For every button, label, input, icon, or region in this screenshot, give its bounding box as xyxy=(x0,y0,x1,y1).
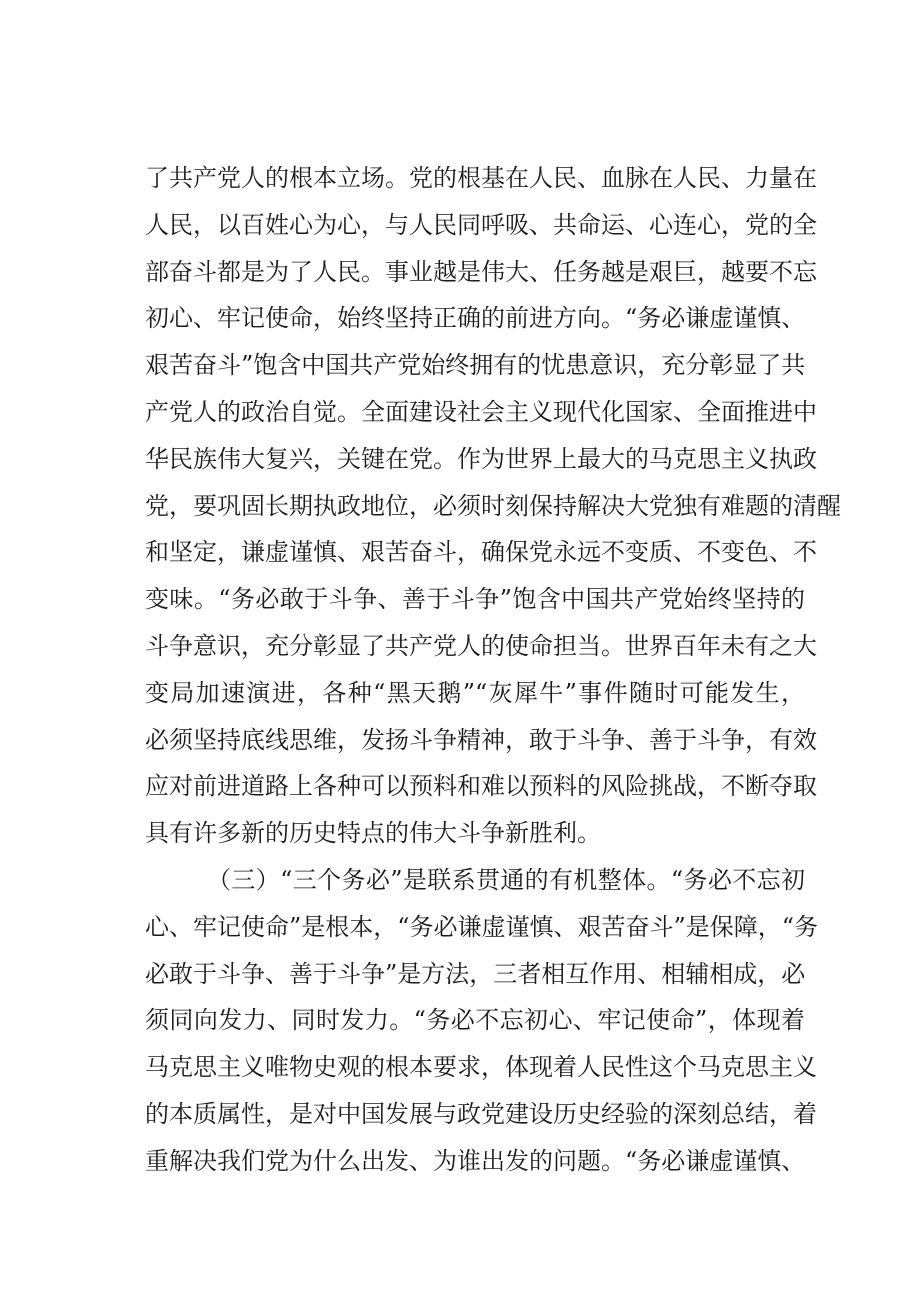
text-line: 变局加速演进，各种“黑天鹅”“灰犀牛”事件随时可能发生， xyxy=(145,678,805,707)
section-heading-line: （三）“三个务必”是联系贯通的有机整体。“务必不忘初 xyxy=(207,865,805,894)
text-line: 和坚定，谦虚谨慎、艰苦奋斗，确保党永远不变质、不变色、不 xyxy=(145,538,817,567)
text-line: 重解决我们党为什么出发、为谁出发的问题。“务必谦虚谨慎、 xyxy=(145,1146,806,1175)
text-line: 马克思主义唯物史观的根本要求，体现着人民性这个马克思主义 xyxy=(145,1053,817,1082)
text-line: 须同向发力、同时发力。“务必不忘初心、牢记使命”，体现着 xyxy=(145,1006,805,1035)
text-line: 必敢于斗争、善于斗争”是方法，三者相互作用、相辅相成，必 xyxy=(145,959,806,988)
text-line: 华民族伟大复兴，关键在党。作为世界上最大的马克思主义执政 xyxy=(145,444,817,473)
text-line: 的本质属性，是对中国发展与政党建设历史经验的深刻总结，着 xyxy=(145,1099,817,1128)
text-line: 初心、牢记使命，始终坚持正确的前进方向。“务必谦虚谨慎、 xyxy=(145,304,806,333)
text-line: 人民，以百姓心为心，与人民同呼吸、共命运、心连心，党的全 xyxy=(145,210,817,239)
text-line: 斗争意识，充分彰显了共产党人的使命担当。世界百年未有之大 xyxy=(145,631,817,660)
text-line: 产党人的政治自觉。全面建设社会主义现代化国家、全面推进中 xyxy=(145,397,817,426)
text-line: 必须坚持底线思维，发扬斗争精神，敢于斗争、善于斗争，有效 xyxy=(145,725,817,754)
text-line: 应对前进道路上各种可以预料和难以预料的风险挑战，不断夺取 xyxy=(145,772,817,801)
text-line: 艰苦奋斗”饱含中国共产党始终拥有的忧患意识，充分彰显了共 xyxy=(145,351,806,380)
text-line: 党，要巩固长期执政地位，必须时刻保持解决大党独有难题的清醒 xyxy=(145,491,841,520)
body-text xyxy=(145,155,841,1185)
text-line: 部奋斗都是为了人民。事业越是伟大、任务越是艰巨，越要不忘 xyxy=(145,257,817,286)
text-line: 心、牢记使命”是根本，“务必谦虚谨慎、艰苦奋斗”是保障，“务 xyxy=(145,912,819,941)
text-line: 了共产党人的根本立场。党的根基在人民、血脉在人民、力量在 xyxy=(145,164,817,192)
text-line: 变味。“务必敢于斗争、善于斗争”饱含中国共产党始终坚持的 xyxy=(145,585,805,614)
paragraph-last-line: 具有许多新的历史特点的伟大斗争新胜利。 xyxy=(145,819,601,848)
